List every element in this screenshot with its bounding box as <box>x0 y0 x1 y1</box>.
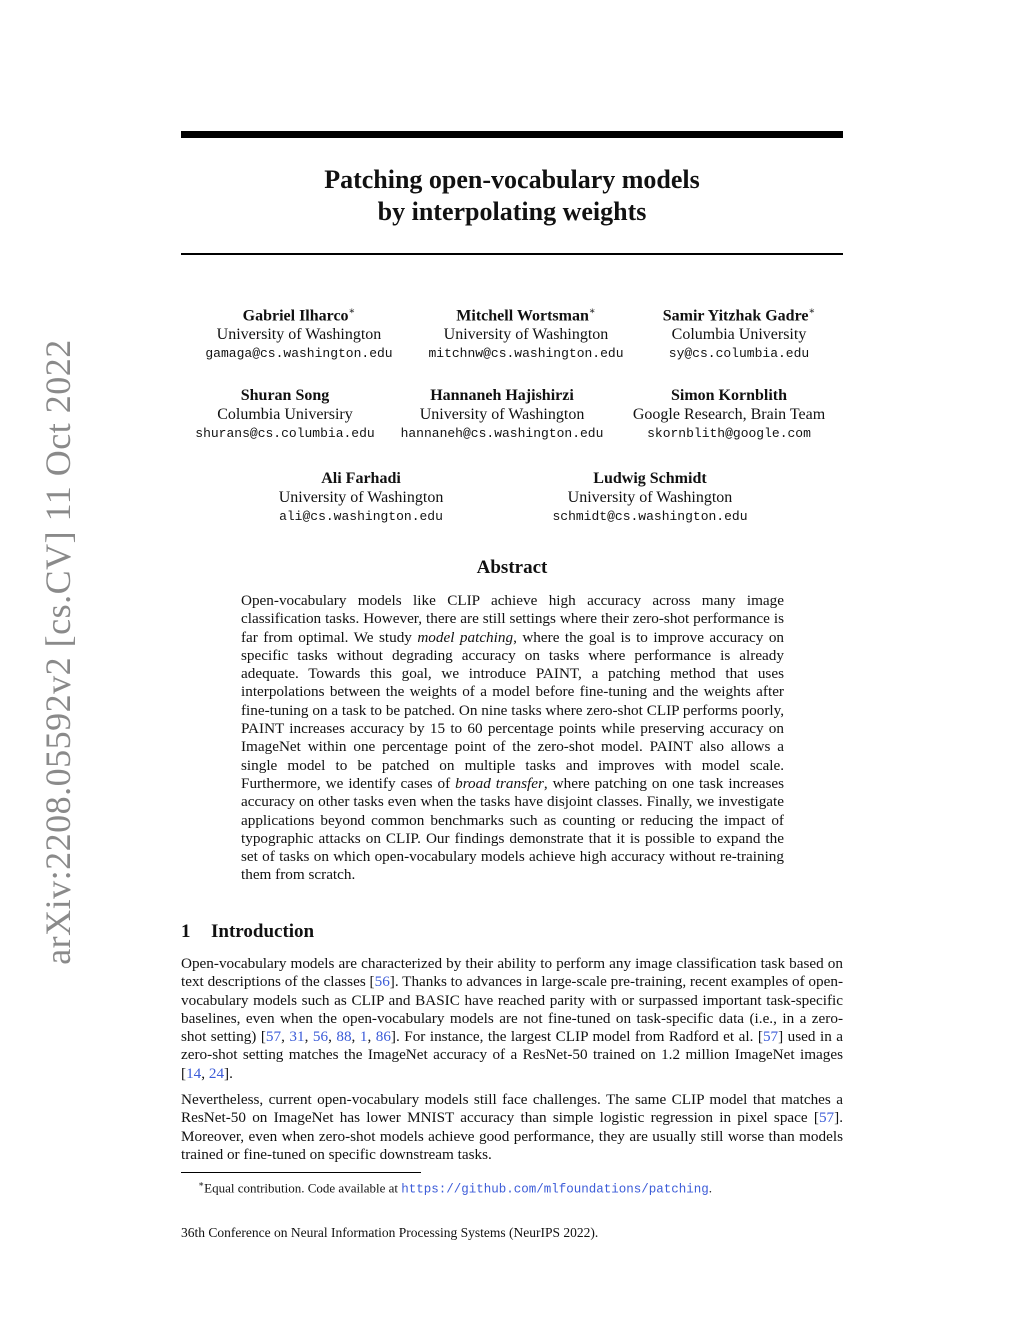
author-name: Gabriel Ilharco∗ <box>242 306 356 325</box>
author-email[interactable]: mitchnw@cs.washington.edu <box>428 346 624 362</box>
author-block <box>663 302 816 363</box>
author-affiliation: Columbia Universiry <box>217 406 353 423</box>
citation-link[interactable]: 57 <box>818 1109 835 1127</box>
footnote: ∗Equal contribution. Code available at https://github.com/mlfoundations/patching. <box>198 1179 713 1197</box>
author-affiliation: University of Washington <box>216 326 382 344</box>
citation-link[interactable]: 24 <box>208 1064 225 1082</box>
author-email[interactable]: sy@cs.columbia.edu <box>668 346 810 362</box>
citation-link[interactable]: 14 <box>186 1064 202 1082</box>
author-email[interactable]: skornblith@google.com <box>647 426 811 441</box>
section-title: Introduction <box>211 921 315 942</box>
author-affiliation: University of Washington <box>419 406 585 423</box>
author-name: Ali Farhadi <box>321 470 401 487</box>
author-email[interactable]: hannaneh@cs.washington.edu <box>400 426 604 441</box>
citation-link[interactable]: 88 <box>336 1028 352 1046</box>
author-affiliation: University of Washington <box>567 489 733 506</box>
author-email[interactable]: gamaga@cs.washington.edu <box>205 346 393 362</box>
author-email[interactable]: schmidt@cs.washington.edu <box>552 509 748 524</box>
abstract-heading: Abstract <box>476 557 548 578</box>
author-email[interactable]: ali@cs.washington.edu <box>279 509 443 524</box>
code-link[interactable]: https://github.com/mlfoundations/patching <box>401 1182 709 1197</box>
abstract-text: Open-vocabulary models like CLIP achieve high accuracy across many image classification tasks. However, there are still settings where their zero-shot performance is far from optimal. We study model patching, where the goal is to improve accuracy on specific tasks without degrading accuracy on tasks where performance is already adequate. Towards this goal, we introduce PAINT, a patching method that uses interpolations between the weights of a model before fine-tuning and the weights after fine-tuning on a task to be patched. On nine tasks where zero-shot CLIP performs poorly, PAINT increases accuracy by 15 to 60 percentage points while preserving accuracy on ImageNet within one percentage point of the zero-shot model. PAINT also allows a single model to be patched on multiple tasks and improves with model scale. Furthermore, we identify cases of broad transfer, where patching on one task increases accuracy on other tasks even when the tasks have disjoint classes. Finally, we investigate applications beyond common benchmarks such as counting or reducing the impact of typographic attacks on CLIP. Our findings demonstrate that it is possible to expand the set of tasks on which open-vocabulary models achieve high accuracy without re-training them from scratch. <box>241 592 785 884</box>
author-block <box>195 386 374 443</box>
arxiv-identifier: arXiv:2208.05592v2 [cs.CV] 11 Oct 2022 <box>38 339 78 965</box>
author-block <box>279 469 444 526</box>
intro-paragraph-2: Nevertheless, current open-vocabulary models still face challenges. The same CLIP model that matches a ResNet-50 on ImageNet has lower MNIST accuracy than simple logistic regression in pixel space [57]. Moreover, even when zero-shot models achieve good performance, they are usually still worse than models trained or fine-tuned on specific downstream tasks. <box>181 1091 843 1163</box>
title-bottom-rule <box>181 253 843 255</box>
section-number: 1 <box>181 921 191 942</box>
footnote-rule <box>181 1172 421 1173</box>
citation-link[interactable]: 56 <box>312 1028 329 1046</box>
author-block <box>401 386 604 443</box>
author-name: Samir Yitzhak Gadre∗ <box>662 306 816 325</box>
title-line-2: by interpolating weights <box>377 197 647 226</box>
citation-link[interactable]: 56 <box>374 973 390 991</box>
author-block <box>205 302 392 363</box>
venue-note: 36th Conference on Neural Information Processing Systems (NeurIPS 2022). <box>181 1225 599 1240</box>
author-name: Shuran Song <box>240 387 330 404</box>
citation-link[interactable]: 1 <box>359 1028 368 1046</box>
author-name: Mitchell Wortsman∗ <box>456 306 596 325</box>
title-line-1: Patching open-vocabulary models <box>324 165 700 194</box>
author-email[interactable]: shurans@cs.columbia.edu <box>195 426 375 441</box>
paper-title <box>181 164 843 228</box>
section-heading <box>181 921 314 943</box>
author-affiliation: University of Washington <box>443 326 609 344</box>
citation-link[interactable]: 57 <box>762 1028 779 1046</box>
citation-link[interactable]: 31 <box>289 1028 305 1046</box>
citation-link[interactable]: 57 <box>265 1028 282 1046</box>
author-affiliation: University of Washington <box>278 489 444 506</box>
author-name: Ludwig Schmidt <box>593 470 707 487</box>
title-top-rule <box>181 131 843 138</box>
author-block <box>633 386 825 443</box>
intro-paragraph-1: Open-vocabulary models are characterized by their ability to perform any image classification task based on text descriptions of the classes [56]. Thanks to advances in large-scale pre-training, recent examples of open-vocabulary models such as CLIP and BASIC have reached parity with or surpassed important task-specific baselines, even when the open-vocabulary models are not fine-tuned on task-specific data (i.e., in a zero-shot setting) [57, 31, 56, 88, 1, 86]. For instance, the largest CLIP model from Radford et al. [57] used in a zero-shot setting matches the ImageNet accuracy of a ResNet-50 trained on 1.2 million ImageNet images [14, 24]. <box>181 955 844 1082</box>
author-name: Hannaneh Hajishirzi <box>430 387 574 404</box>
author-affiliation: Columbia University <box>671 326 807 344</box>
author-block <box>552 469 747 526</box>
author-name: Simon Kornblith <box>670 387 788 404</box>
author-affiliation: Google Research, Brain Team <box>632 406 826 423</box>
citation-link[interactable]: 86 <box>375 1028 391 1046</box>
author-block <box>428 302 623 363</box>
